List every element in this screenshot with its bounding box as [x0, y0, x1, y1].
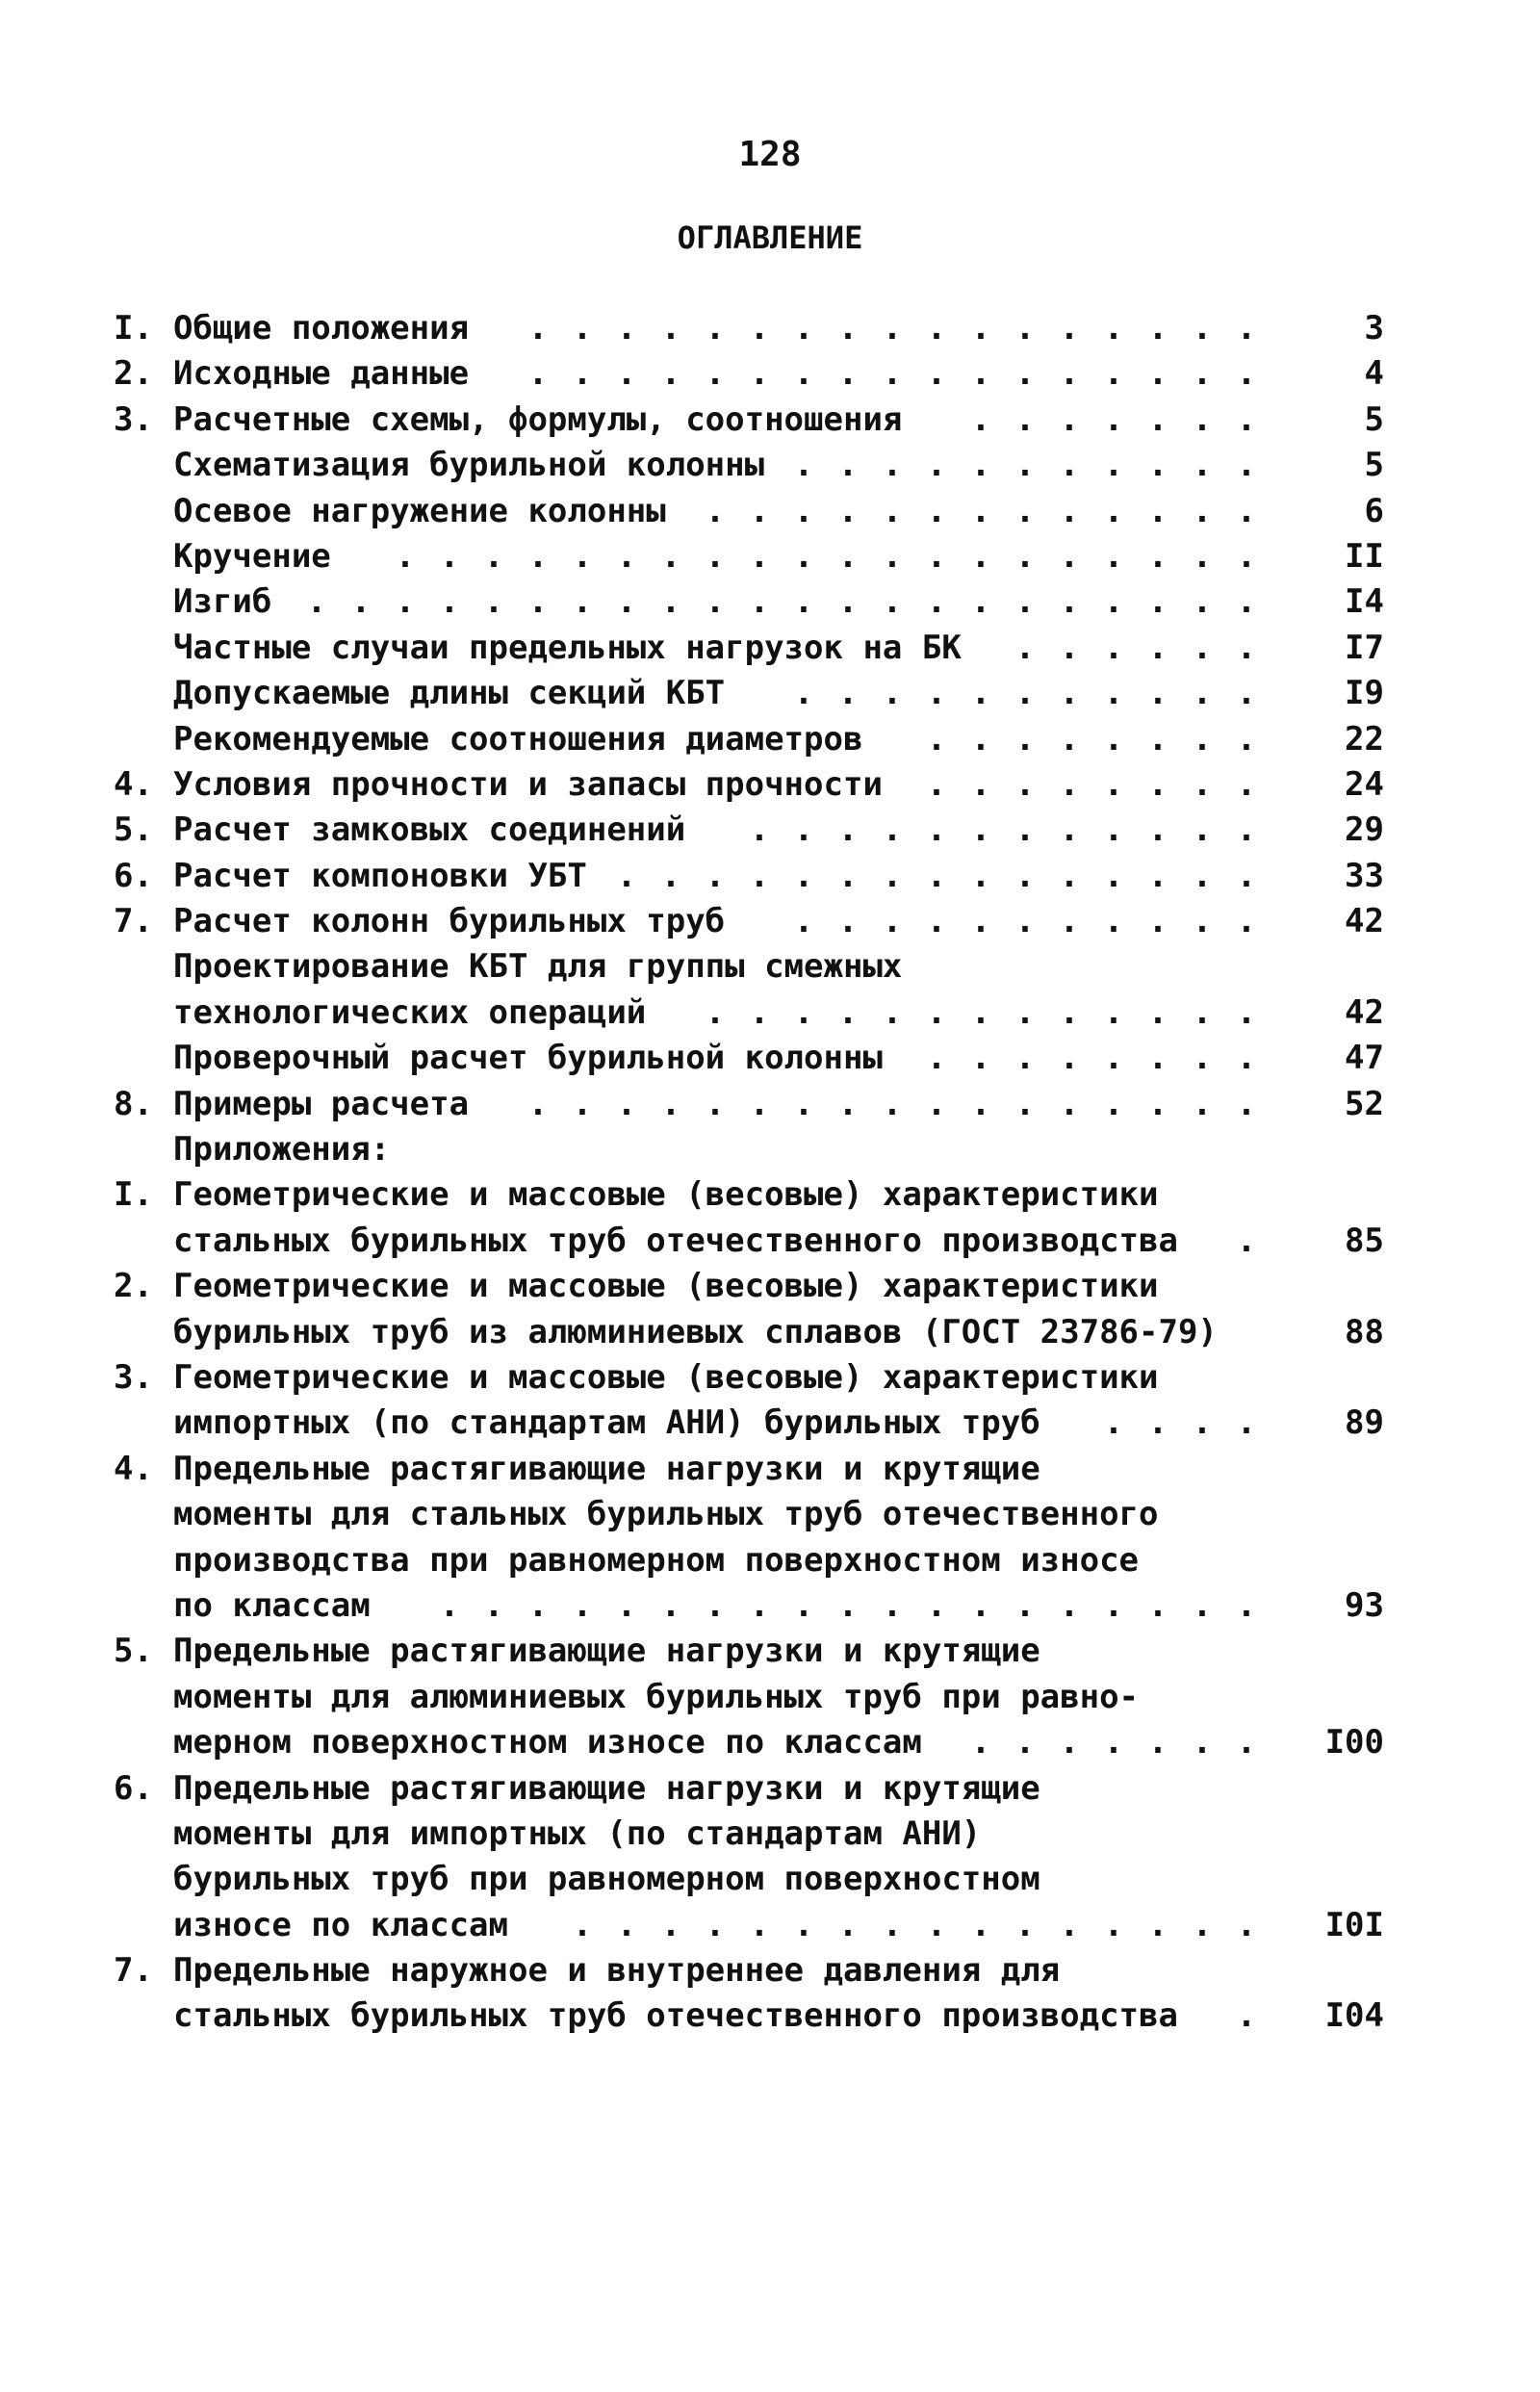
toc-page-number: 88 — [1345, 1312, 1384, 1351]
toc-entry-title: Допускаемые длины секций КБТ — [173, 674, 726, 713]
toc-entry-title: Исходные данные — [173, 354, 470, 394]
toc-entry-title: Проверочный расчет бурильной колонны — [173, 1039, 883, 1078]
toc-entry-title: Общие положения — [173, 309, 470, 347]
toc-entry-number: 7. — [114, 902, 153, 941]
toc-entry[interactable] — [114, 579, 1384, 625]
toc-page-number: 6 — [1364, 491, 1384, 530]
toc-page-number: II — [1345, 536, 1384, 576]
toc-page-number: 5 — [1364, 399, 1384, 439]
toc-page-number: I7 — [1345, 628, 1384, 667]
toc-entry-title: моменты для импортных (по стандартам АНИ) — [173, 1813, 982, 1853]
toc-entry[interactable] — [114, 1036, 1384, 1081]
toc-entry-number: 4. — [114, 764, 153, 804]
toc-entry[interactable] — [114, 854, 1384, 899]
toc-entry-number: 6. — [114, 1768, 153, 1808]
toc-entry-number: I. — [114, 309, 153, 347]
toc-entry[interactable] — [114, 808, 1384, 853]
toc-entry-title: Проектирование КБТ для группы смежных — [173, 947, 903, 987]
toc-entry[interactable] — [114, 398, 1384, 443]
toc-page-number: 42 — [1345, 992, 1384, 1032]
toc-entry[interactable] — [114, 443, 1384, 488]
leader-dots: . . . . . . . . . . . . . — [705, 491, 1257, 530]
toc-entry-number: 7. — [114, 1951, 153, 1991]
toc-entry-title: Расчет компоновки УБТ — [173, 856, 587, 895]
toc-entry-title: Геометрические и массовые (весовые) характеристики — [173, 1357, 1159, 1397]
toc-entry-number: I. — [114, 1175, 153, 1215]
toc-entry[interactable] — [114, 762, 1384, 808]
toc-entry-title: Кручение — [173, 536, 331, 576]
toc-entry-title: стальных бурильных труб отечественного производства — [173, 1996, 1178, 2036]
leader-dots: . . . . . . . . — [926, 719, 1257, 759]
toc-page-number: 29 — [1345, 810, 1384, 850]
toc-entry-title: Приложения: — [173, 1130, 391, 1170]
toc-page-number: 33 — [1345, 856, 1384, 895]
toc-entry-title: импортных (по стандартам АНИ) бурильных труб — [173, 1403, 1040, 1443]
toc-entry-title: Примеры расчета — [173, 1084, 470, 1123]
toc-page-number: 24 — [1345, 764, 1384, 804]
toc-entry-title: Изгиб — [173, 582, 272, 622]
toc-entry[interactable] — [114, 1082, 1384, 1127]
toc-page-number: I9 — [1345, 674, 1384, 713]
leader-dots: . . . . . . . . . . . . . . . . . — [527, 354, 1257, 394]
toc-entry-title: производства при равномерном поверхностном износе — [173, 1540, 1140, 1580]
toc-entry-title: стальных бурильных труб отечественного производства — [173, 1221, 1178, 1260]
toc-entry-title: Осевое нагружение колонны — [173, 491, 666, 530]
toc-entry-number: 6. — [114, 856, 153, 895]
leader-dots: . . . . . . . . . . . . . . . . . . . — [439, 1585, 1257, 1625]
toc-entry[interactable] — [114, 944, 1384, 1036]
toc-entry-title: Предельные растягивающие нагрузки и крутящие — [173, 1768, 1040, 1808]
toc-page-number: I00 — [1324, 1723, 1384, 1762]
leader-dots: . . . . . . . . . . . . . . . . . — [527, 309, 1257, 347]
toc-entry-title: по классам — [173, 1585, 371, 1625]
toc-entry-number: 8. — [114, 1084, 153, 1123]
toc-entry-title: Рекомендуемые соотношения диаметров — [173, 719, 863, 759]
toc-entry[interactable] — [114, 1948, 1384, 2040]
leader-dots: . . . . . . . . . . . . . . . . . . . . — [395, 536, 1257, 576]
leader-dots: . . . . — [1103, 1403, 1257, 1443]
leader-dots: . . . . . . . — [970, 1723, 1257, 1762]
toc-page-number: 3 — [1364, 309, 1384, 347]
toc-entry-title: бурильных труб из алюминиевых сплавов (ГОСТ 23786-79) — [173, 1312, 1218, 1351]
toc-page-number: 52 — [1345, 1084, 1384, 1123]
leader-dots: . . . . . . . . . . . . . . . . . . . . . . — [306, 582, 1257, 622]
leader-dots: . . . . . . . . . . . . . . . . . — [527, 1084, 1257, 1123]
leader-dots: . — [1236, 1996, 1257, 2036]
toc-entry[interactable] — [114, 1447, 1384, 1630]
toc-entry-number: 2. — [114, 354, 153, 394]
leader-dots: . . . . . . . . . . . . . . . . — [572, 1905, 1257, 1944]
toc-entry[interactable] — [114, 534, 1384, 579]
toc-entry[interactable] — [114, 1355, 1384, 1447]
toc-entry[interactable] — [114, 1766, 1384, 1949]
toc-entry[interactable] — [114, 1264, 1384, 1355]
toc-entry-title: Схематизация бурильной колонны — [173, 446, 765, 485]
leader-dots: . . . . . . . . — [926, 1039, 1257, 1078]
toc-entry[interactable] — [114, 351, 1384, 397]
leader-dots: . . . . . . . . . . . — [793, 674, 1257, 713]
toc-entry[interactable] — [114, 306, 1384, 351]
toc-entry-number: 4. — [114, 1449, 153, 1488]
toc-entry-number: 5. — [114, 1632, 153, 1671]
toc-entry-title: Расчет колонн бурильных труб — [173, 902, 726, 941]
leader-dots: . . . . . . . . . . . . — [749, 810, 1257, 850]
toc-page-number: 89 — [1345, 1403, 1384, 1443]
leader-dots: . . . . . . — [1014, 628, 1257, 667]
leader-dots: . . . . . . . . . . . . . — [705, 992, 1257, 1032]
toc-entry-title: Расчетные схемы, формулы, соотношения — [173, 399, 903, 439]
toc-entry-title: Предельные наружное и внутреннее давления для — [173, 1951, 1061, 1991]
toc-page-number: 5 — [1364, 446, 1384, 485]
toc-entry-number: 3. — [114, 399, 153, 439]
toc-title: ОГЛАВЛЕНИЕ — [677, 219, 863, 256]
toc-list — [114, 306, 1384, 2040]
toc-entry-number: 5. — [114, 810, 153, 850]
toc-entry-number: 2. — [114, 1267, 153, 1306]
toc-entry[interactable] — [114, 489, 1384, 534]
toc-entry-title: Предельные растягивающие нагрузки и крутящие — [173, 1449, 1040, 1488]
toc-entry-title: моменты для алюминиевых бурильных труб при равно- — [173, 1677, 1140, 1716]
toc-entry[interactable] — [114, 1172, 1384, 1264]
toc-entry-title: бурильных труб при равномерном поверхностном — [173, 1860, 1040, 1899]
toc-page-number: 93 — [1345, 1585, 1384, 1625]
toc-page-number: 47 — [1345, 1039, 1384, 1078]
toc-entry-title: Частные случаи предельных нагрузок на БК — [173, 628, 962, 667]
leader-dots: . . . . . . . . . . . — [793, 446, 1257, 485]
toc-entry[interactable] — [114, 1127, 1384, 1172]
toc-entry-title: Условия прочности и запасы прочности — [173, 764, 883, 804]
toc-page-number: I4 — [1345, 582, 1384, 622]
toc-entry[interactable] — [114, 671, 1384, 716]
toc-entry-title: износе по классам — [173, 1905, 508, 1944]
toc-page-number: 22 — [1345, 719, 1384, 759]
toc-entry-title: Геометрические и массовые (весовые) характеристики — [173, 1175, 1159, 1215]
toc-page-number: I0I — [1324, 1905, 1384, 1944]
toc-page-number: 4 — [1364, 354, 1384, 394]
toc-page-number: 42 — [1345, 902, 1384, 941]
toc-entry[interactable] — [114, 1629, 1384, 1765]
toc-entry-title: Геометрические и массовые (весовые) характеристики — [173, 1267, 1159, 1306]
toc-entry[interactable] — [114, 899, 1384, 944]
toc-page-number: I04 — [1324, 1996, 1384, 2036]
leader-dots: . . . . . . . . — [926, 764, 1257, 804]
toc-entry-title: мерном поверхностном износе по классам — [173, 1723, 922, 1762]
leader-dots: . . . . . . . . . . . . . . . — [616, 856, 1257, 895]
toc-entry-title: Расчет замковых соединений — [173, 810, 686, 850]
toc-entry-title: Предельные растягивающие нагрузки и крутящие — [173, 1632, 1040, 1671]
page-number: 128 — [738, 135, 802, 174]
toc-entry[interactable] — [114, 626, 1384, 671]
toc-entry-title: моменты для стальных бурильных труб отечественного — [173, 1495, 1159, 1534]
toc-entry-title: технологических операций — [173, 992, 647, 1032]
leader-dots: . . . . . . . . . . . — [793, 902, 1257, 941]
toc-entry-number: 3. — [114, 1357, 153, 1397]
leader-dots: . — [1236, 1221, 1257, 1260]
leader-dots: . . . . . . . — [970, 399, 1257, 439]
toc-page-number: 85 — [1345, 1221, 1384, 1260]
toc-entry[interactable] — [114, 717, 1384, 762]
